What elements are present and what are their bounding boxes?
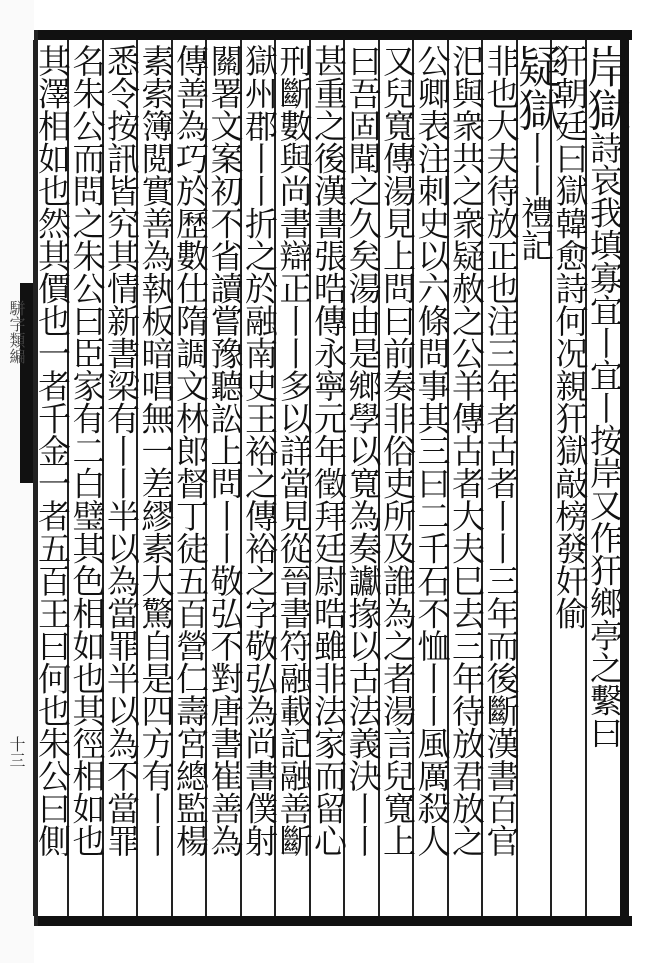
margin-title: 駢字類編 <box>7 300 26 364</box>
text-column <box>343 44 383 914</box>
text-column <box>104 44 139 914</box>
text-column <box>550 44 590 914</box>
column-text: 其澤相如也然其價也一者千金一者五百王曰何也朱公曰側 <box>33 44 72 857</box>
column-text: 公卿表注刺史以六條問事其三曰二千石不恤丨丨風厲殺人 <box>412 44 452 857</box>
column-text: 詩哀我填寡宜丨宜丨按岸又作犴鄉亭之繫曰 <box>585 131 624 749</box>
text-column <box>205 44 245 914</box>
text-column <box>510 44 561 914</box>
text-column <box>311 44 346 914</box>
column-text: 丨丨禮記 <box>516 131 555 261</box>
text-column <box>579 44 630 914</box>
column-text: 悉令按訊皆究其情新書梁有丨丨半以為當罪半以為不當罪 <box>102 44 141 857</box>
column-text: 曰吾固聞之久矣湯由是鄉學以寬為奏讞掾以古法義決丨丨 <box>343 44 383 857</box>
text-column <box>242 44 277 914</box>
page-number: 十三 <box>7 736 26 768</box>
column-text: 非也大夫待放正也注三年者古者丨丨三年而後斷漢書百官 <box>481 44 521 857</box>
frame-top-border <box>34 30 632 40</box>
column-text: 關署文案初不省讀嘗豫聽訟上問丨丨敬弘不對唐書崔善為 <box>205 44 245 857</box>
column-text: 名朱公而問之朱公曰臣家有二白璧其色相如也其徑相如也 <box>67 44 107 857</box>
column-text: 獄州郡丨丨折之於融南史王裕之傳裕之字敬弘為尚書僕射 <box>240 44 279 857</box>
text-column <box>380 44 415 914</box>
text-column <box>412 44 452 914</box>
column-text: 汜與衆共之衆疑赦之公羊傳古者大夫巳去三年待放君放之 <box>447 44 486 857</box>
column-text: 又兒寬傳湯見上問曰前奏非俗吏所及誰為之者湯言兒寬上 <box>378 44 417 857</box>
text-column <box>67 44 107 914</box>
text-column <box>136 44 176 914</box>
text-column <box>35 44 70 914</box>
column-text: 甚重之後漢書張晧傳永寧元年徵拜廷尉晧雖非法家而留心 <box>309 44 348 857</box>
text-column <box>449 44 484 914</box>
column-text: 刑斷數與尚書辯正丨丨多以詳當見從晉書符融載記融善斷 <box>274 44 314 857</box>
entry-heading: 疑獄 <box>510 44 561 131</box>
text-column <box>173 44 208 914</box>
column-text: 素索簿閲實善為執板暗唱無一差繆素大驚自是四方有丨丨 <box>136 44 176 857</box>
text-column <box>274 44 314 914</box>
column-text: 犴朝廷曰獄韓愈詩何况親犴獄敲榜發奸偷 <box>550 44 590 629</box>
frame-bottom-border <box>34 916 632 926</box>
entry-heading: 岸獄 <box>579 44 630 131</box>
text-column <box>481 44 521 914</box>
column-text: 傳善為巧於歷數仕隋調文林郎督丁徒五百營仁壽宮總監楊 <box>171 44 210 857</box>
